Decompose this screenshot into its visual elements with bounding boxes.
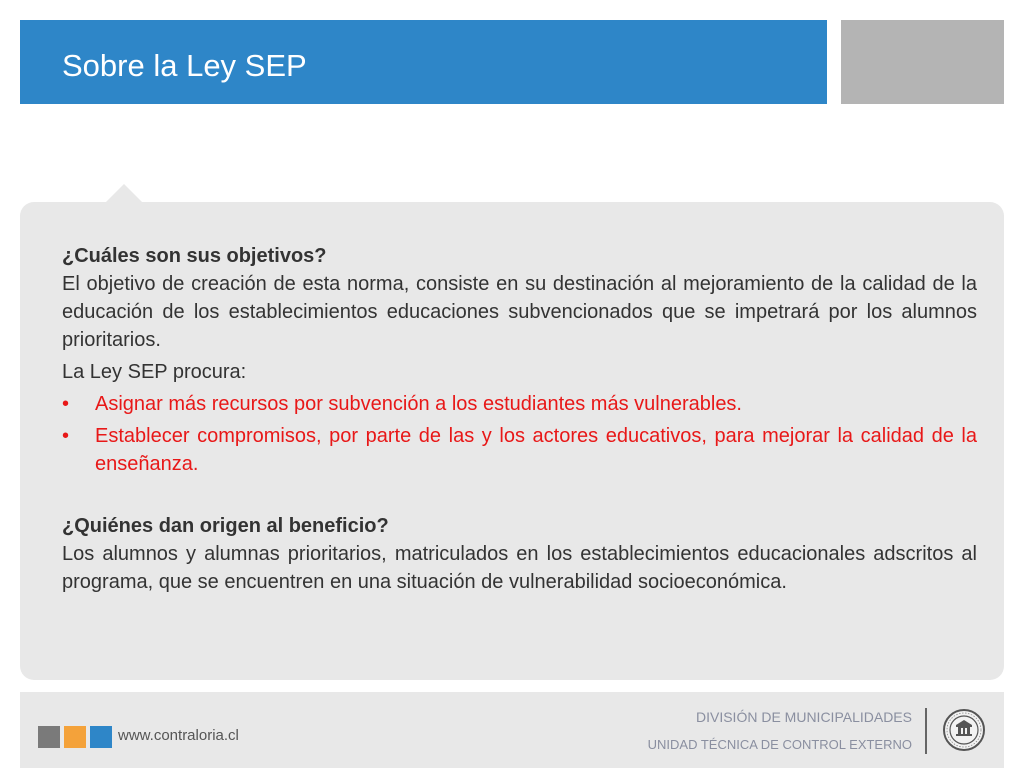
section-spacer: [62, 482, 977, 512]
objectives-list: [62, 390, 977, 478]
panel-notch: [106, 184, 142, 202]
beneficiaries-paragraph: Los alumnos y alumnas prioritarios, matriculados en los establecimientos educacionales adscritos al programa, que se encuentren en una situación de vulnerabilidad socioeconómica.: [62, 543, 977, 593]
header-accent-block: [841, 20, 1004, 104]
content-panel: [20, 202, 1004, 680]
footer: [20, 692, 1004, 768]
panel-body: [62, 242, 977, 600]
objectives-paragraph: El objetivo de creación de esta norma, consiste en su destinación al mejoramiento de la calidad de la educación de los establecimientos educaciones subvencionados que se impetrará por los alumnos prioritarios.: [62, 273, 977, 351]
title-bar: [20, 20, 827, 104]
division-name: DIVISIÓN DE MUNICIPALIDADES: [695, 709, 912, 725]
logo-square-blue: [90, 726, 112, 748]
list-item: [62, 422, 977, 478]
slide-title: Sobre la Ley SEP: [62, 48, 307, 83]
bullet-marker: •: [62, 425, 70, 447]
law-intro: La Ley SEP procura:: [62, 361, 247, 383]
objectives-heading: ¿Cuáles son sus objetivos?: [62, 245, 327, 267]
website-link[interactable]: www.contraloria.cl: [118, 727, 239, 744]
logo-square-gray: [38, 726, 60, 748]
logo-square-orange: [64, 726, 86, 748]
list-item-text: Asignar más recursos por subvención a los estudiantes más vulnerables.: [95, 393, 742, 415]
list-item: [62, 390, 977, 418]
bullet-marker: •: [62, 393, 70, 415]
contraloria-seal-icon: [942, 708, 986, 752]
list-item-text: Establecer compromisos, por parte de las y los actores educativos, para mejorar la calidad de la enseñanza.: [95, 425, 977, 475]
beneficiaries-heading: ¿Quiénes dan origen al beneficio?: [62, 515, 389, 537]
unit-name: UNIDAD TÉCNICA DE CONTROL EXTERNO: [647, 737, 912, 752]
footer-divider: [925, 708, 927, 754]
